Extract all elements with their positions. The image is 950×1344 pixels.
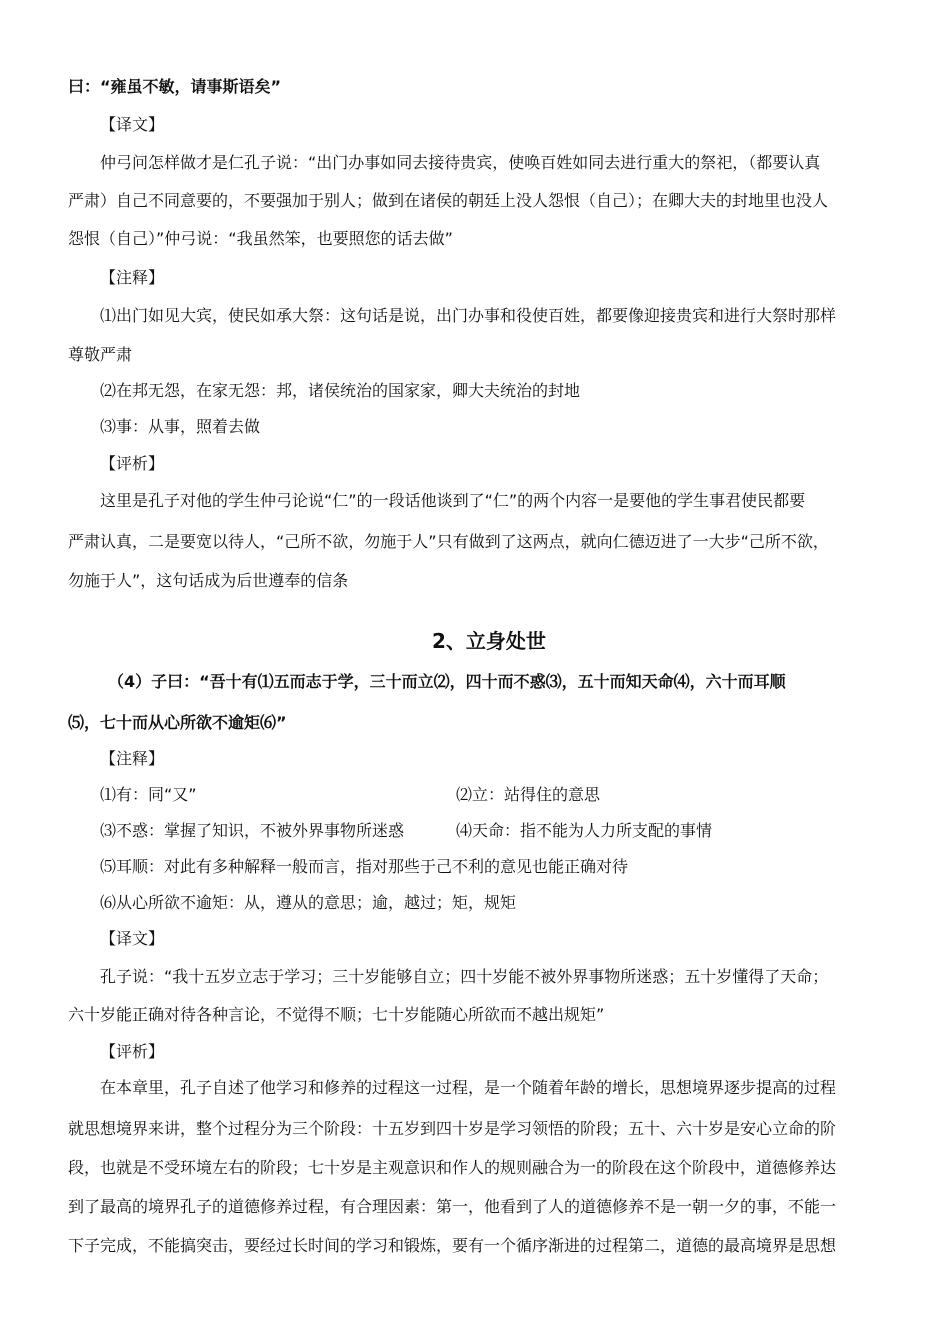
analysis-line: 段，也就是不受环境左右的阶段；七十岁是主观意识和作人的规则融合为一的阶段在这个阶段中，道德修养达 (68, 1158, 837, 1177)
translation-label: 【译文】 (100, 115, 165, 134)
analysis-line: 严肃认真，二是要宽以待人，“己所不欲，勿施于人”只有做到了这两点，就向仁德迈进了一大步“己所不欲， (68, 532, 829, 551)
note-item: ⑶不惑：掌握了知识，不被外界事物所迷惑 (100, 821, 405, 840)
note-line: ⑵在邦无怨，在家无怨：邦，诸侯统治的国家家，卿大夫统治的封地 (100, 381, 581, 400)
translation-line: 怨恨（自己）”仲弓说：“我虽然笨，也要照您的话去做” (68, 229, 453, 248)
notes-label: 【注释】 (100, 268, 165, 287)
note-line: ⑴出门如见大宾，使民如承大祭：这句话是说，出门办事和役使百姓，都要像迎接贵宾和进行大祭时那样 (100, 306, 837, 325)
analysis-label: 【评析】 (100, 1042, 165, 1061)
translation-line: 仲弓问怎样做才是仁孔子说：“出门办事如同去接待贵宾，使唤百姓如同去进行重大的祭祀，（都要认真 (100, 153, 821, 172)
note-item: ⑹从心所欲不逾矩：从，遵从的意思；逾，越过；矩，规矩 (100, 893, 517, 912)
note-item: ⑵立：站得住的意思 (456, 785, 601, 804)
analysis-label: 【评析】 (100, 454, 165, 473)
notes-label: 【注释】 (100, 749, 165, 768)
quote-line: （4）子曰：“吾十有⑴五而志于学，三十而立⑵，四十而不惑⑶，五十而知天命⑷，六十而耳顺 (108, 672, 786, 691)
analysis-line: 勿施于人”，这句话成为后世遵奉的信条 (68, 571, 349, 590)
note-item: ⑸耳顺：对此有多种解释一般而言，指对那些于己不利的意见也能正确对待 (100, 857, 629, 876)
analysis-line: 到了最高的境界孔子的道德修养过程，有合理因素：第一，他看到了人的道德修养不是一朝一夕的事，不能一 (68, 1197, 837, 1216)
translation-line: 严肃）自己不同意要的，不要强加于别人；做到在诸侯的朝廷上没人怨恨（自己）；在卿大夫的封地里也没人 (68, 191, 829, 210)
translation-line: 六十岁能正确对待各种言论，不觉得不顺；七十岁能随心所欲而不越出规矩” (68, 1005, 605, 1024)
quote-line: 曰：“雍虽不敏，请事斯语矣” (68, 77, 282, 96)
analysis-line: 下子完成，不能搞突击，要经过长时间的学习和锻炼，要有一个循序渐进的过程第二，道德的最高境界是思想 (68, 1236, 837, 1255)
quote-line: ⑸，七十而从心所欲不逾矩⑹” (68, 713, 287, 732)
note-item: ⑷天命：指不能为人力所支配的事情 (456, 821, 713, 840)
translation-label: 【译文】 (100, 929, 165, 948)
note-line: 尊敬严肃 (68, 345, 133, 364)
translation-line: 孔子说：“我十五岁立志于学习；三十岁能够自立；四十岁能不被外界事物所迷惑；五十岁懂得了天命； (100, 967, 829, 986)
analysis-line: 在本章里，孔子自述了他学习和修养的过程这一过程，是一个随着年龄的增长，思想境界逐步提高的过程 (100, 1078, 837, 1097)
section-title: 2、立身处世 (432, 629, 546, 653)
analysis-line: 这里是孔子对他的学生仲弓论说“仁”的一段话他谈到了“仁”的两个内容一是要他的学生事君使民都要 (100, 491, 806, 510)
analysis-line: 就思想境界来讲，整个过程分为三个阶段：十五岁到四十岁是学习领悟的阶段；五十、六十岁是安心立命的阶 (68, 1119, 837, 1138)
note-line: ⑶事：从事，照着去做 (100, 417, 261, 436)
note-item: ⑴有：同“又” (100, 785, 197, 804)
